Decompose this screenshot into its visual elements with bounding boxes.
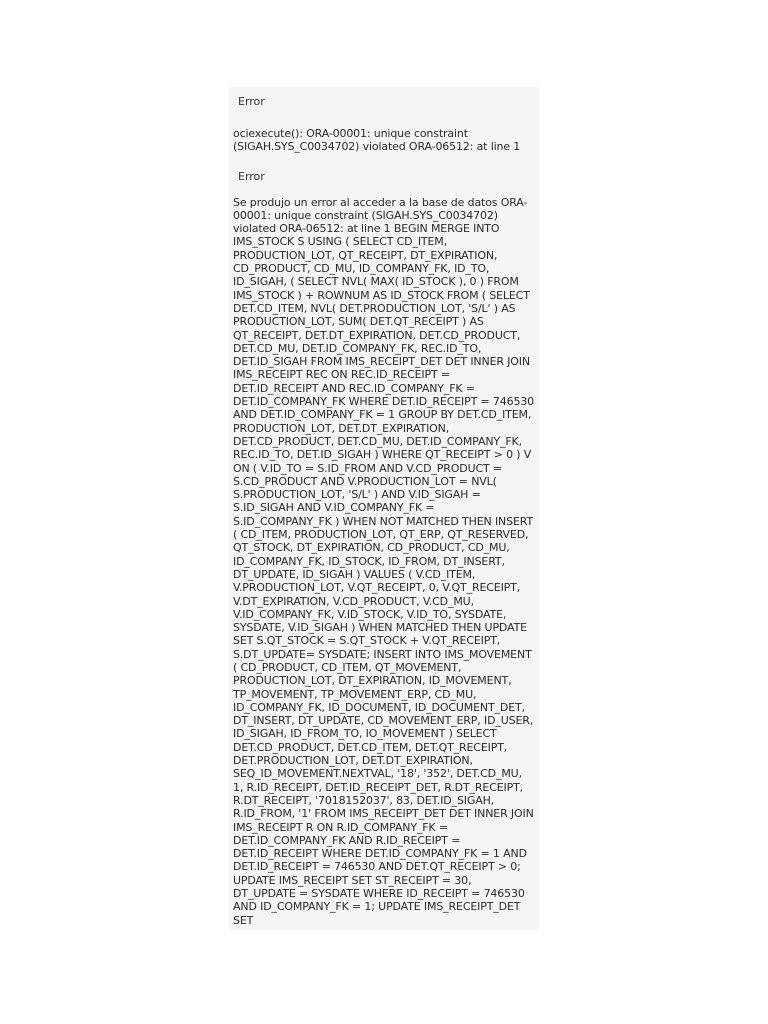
error-panel: [229, 87, 539, 930]
error-message: ociexecute(): ORA-00001: unique constraint (SIGAH.SYS_C0034702) violated ORA-06512: at line 1: [233, 127, 521, 154]
error-message: Se produjo un error al acceder a la base de datos ORA-00001: unique constraint (SIGAH.SYS_C0034702) violated ORA-06512: at line 1 BEGIN MERGE INTO IMS_STOCK S USING ( SELECT CD_ITEM, PRODUCTION_LOT, QT_RECEIPT, DT_EXPIRATION, CD_PRODUCT, CD_MU, ID_COMPANY_FK, ID_TO, ID_SIGAH, ( SELECT NVL( MAX( ID_STOCK ), 0 ) FROM IMS_STOCK ) + ROWNUM AS ID_STOCK FROM ( SELECT DET.CD_ITEM, NVL( DET.PRODUCTION_LOT, 'S/L' ) AS PRODUCTION_LOT, SUM( DET.QT_RECEIPT ) AS QT_RECEIPT, DET.DT_EXPIRATION, DET.CD_PRODUCT, DET.CD_MU, DET.ID_COMPANY_FK, REC.ID_TO, DET.ID_SIGAH FROM IMS_RECEIPT_DET DET INNER JOIN IMS_RECEIPT REC ON REC.ID_RECEIPT = DET.ID_RECEIPT AND REC.ID_COMPANY_FK = DET.ID_COMPANY_FK WHERE DET.ID_RECEIPT = 746530 AND DET.ID_COMPANY_FK = 1 GROUP BY DET.CD_ITEM, PRODUCTION_LOT, DET.DT_EXPIRATION, DET.CD_PRODUCT, DET.CD_MU, DET.ID_COMPANY_FK, REC.ID_TO, DET.ID_SIGAH ) WHERE QT_RECEIPT > 0 ) V ON ( V.ID_TO = S.ID_FROM AND V.CD_PRODUCT = S.CD_PRODUCT AND V.PRODUCTION_LOT = NVL( S.PRODUCTION_LOT, 'S/L' ) AND V.ID_SIGAH = S.ID_SIGAH AND V.ID_COMPANY_FK = S.ID_COMPANY_FK ) WHEN NOT MATCHED THEN INSERT ( CD_ITEM, PRODUCTION_LOT, QT_ERP, QT_RESERVED, QT_STOCK, DT_EXPIRATION, CD_PRODUCT, CD_MU, ID_COMPANY_FK, ID_STOCK, ID_FROM, DT_INSERT, DT_UPDATE, ID_SIGAH ) VALUES ( V.CD_ITEM, V.PRODUCTION_LOT, V.QT_RECEIPT, 0, V.QT_RECEIPT, V.DT_EXPIRATION, V.CD_PRODUCT, V.CD_MU, V.ID_COMPANY_FK, V.ID_STOCK, V.ID_TO, SYSDATE, SYSDATE, V.ID_SIGAH ) WHEN MATCHED THEN UPDATE SET S.QT_STOCK = S.QT_STOCK + V.QT_RECEIPT, S.DT_UPDATE= SYSDATE; INSERT INTO IMS_MOVEMENT ( CD_PRODUCT, CD_ITEM, QT_MOVEMENT, PRODUCTION_LOT, DT_EXPIRATION, ID_MOVEMENT, TP_MOVEMENT, TP_MOVEMENT_ERP, CD_MU, ID_COMPANY_FK, ID_DOCUMENT, ID_DOCUMENT_DET, DT_INSERT, DT_UPDATE, CD_MOVEMENT_ERP, ID_USER, ID_SIGAH, ID_FROM_TO, IO_MOVEMENT ) SELECT DET.CD_PRODUCT, DET.CD_ITEM, DET.QT_RECEIPT, DET.PRODUCTION_LOT, DET.DT_EXPIRATION, SEQ_ID_MOVEMENT.NEXTVAL, '18', '352', DET.CD_MU, 1, R.ID_RECEIPT, DET.ID_RECEIPT_DET, R.DT_RECEIPT, R.DT_RECEIPT, '7018152037', 83, DET.ID_SIGAH, R.ID_FROM, '1' FROM IMS_RECEIPT_DET DET INNER JOIN IMS_RECEIPT R ON R.ID_COMPANY_FK = DET.ID_COMPANY_FK AND R.ID_RECEIPT = DET.ID_RECEIPT WHERE DET.ID_COMPANY_FK = 1 AND DET.ID_RECEIPT = 746530 AND DET.QT_RECEIPT > 0; UPDATE IMS_RECEIPT SET ST_RECEIPT = 30, DT_UPDATE = SYSDATE WHERE ID_RECEIPT = 746530 AND ID_COMPANY_FK = 1; UPDATE IMS_RECEIPT_DET SET: [233, 195, 535, 927]
error-title: Error: [238, 95, 265, 108]
error-title: Error: [238, 169, 265, 183]
